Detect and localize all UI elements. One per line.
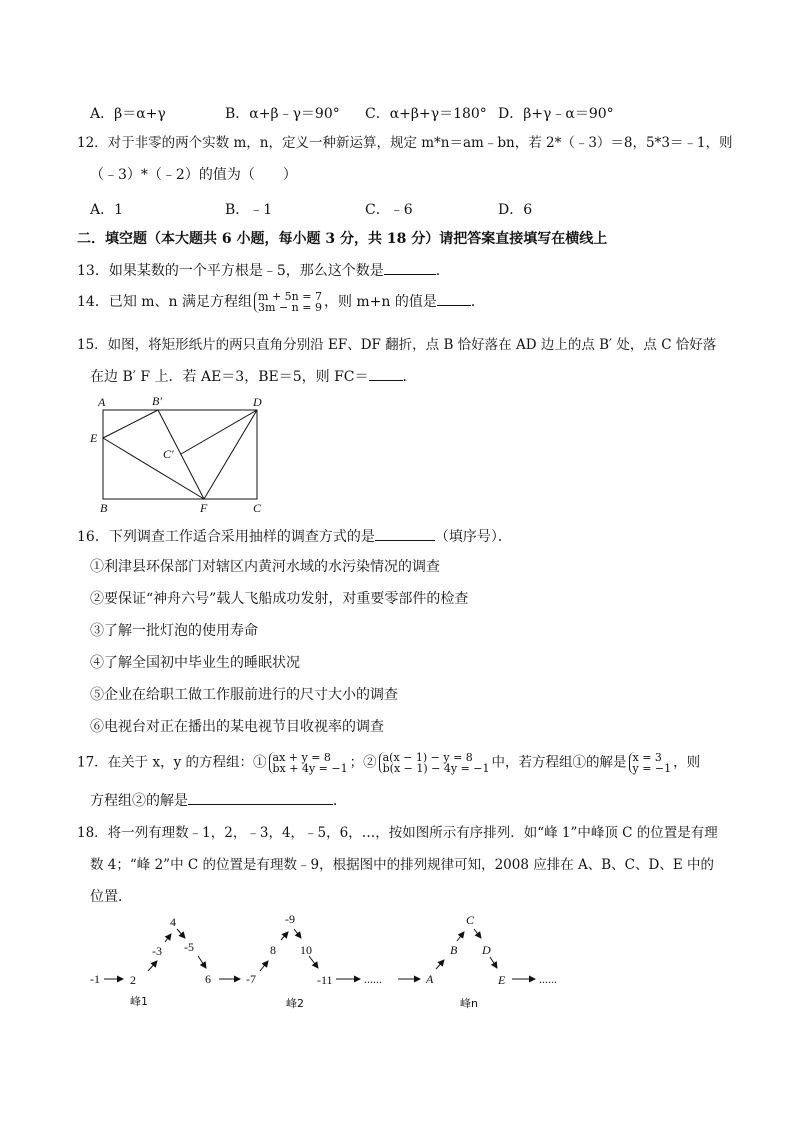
- q12-option-b: B．﹣1: [225, 202, 273, 218]
- label-a: A: [98, 395, 106, 409]
- q15-line-2: [90, 368, 417, 386]
- q17-sol-x: x = 3: [632, 751, 662, 764]
- q16-text: 16．下列调查工作适合采用抽样的调查方式的是: [77, 529, 375, 545]
- fig-label-peak2: 峰2: [286, 997, 304, 1010]
- q11-option-c: C．α+β+γ＝180°: [365, 106, 487, 122]
- q17-text-b: ；②: [349, 754, 377, 771]
- q17-sol-y: y = −1: [632, 762, 672, 775]
- fig-pos-e: E: [498, 973, 506, 987]
- q14-equation-system: [254, 291, 322, 313]
- segment-eb1: [103, 410, 158, 438]
- q17-end: ．: [333, 793, 347, 809]
- q17-line2-text: 方程组②的解是: [90, 793, 188, 809]
- q11-option-d: D．β+γ﹣α＝90°: [498, 106, 614, 122]
- fig-num-2: 2: [130, 973, 136, 987]
- q17-line-1: [77, 752, 700, 774]
- q15-line-1: 15．如图，将矩形纸片的两只直角分别沿 EF、DF 翻折，点 B 恰好落在 AD 边上的点 B′ 处，点 C 恰好落: [77, 337, 717, 353]
- label-d: D: [253, 395, 262, 409]
- q13-end: ．: [435, 263, 450, 279]
- q17-s2-eq-2: b(x − 1) − 4y = −1: [382, 762, 490, 775]
- fig-num-10: 10: [300, 943, 312, 957]
- label-e: E: [90, 431, 98, 445]
- q16-item-2: ②要保证“神舟六号”载人飞船成功发射，对重要零部件的检查: [90, 591, 469, 607]
- q12-option-c: C．﹣6: [365, 202, 413, 218]
- fig-num-neg3: -3: [152, 944, 162, 958]
- q12-option-d: D．6: [498, 202, 533, 218]
- q12-option-a: A．1: [90, 202, 124, 218]
- label-b-prime: B′: [152, 394, 162, 408]
- label-c: C: [253, 501, 262, 515]
- q17-text-d: ，则: [673, 754, 701, 771]
- q18-line-3: 位置．: [90, 889, 132, 905]
- q16-item-3: ③了解一批灯泡的使用寿命: [90, 623, 258, 639]
- q15-figure: [80, 390, 280, 520]
- q12-line-2: （﹣3）*（﹣2）的值为（ ）: [90, 167, 297, 183]
- q16-stem: [77, 528, 512, 546]
- q17-text-a: 17．在关于 x，y 的方程组：①: [77, 754, 267, 771]
- fig-label-peakn: 峰n: [460, 997, 478, 1010]
- fig-num-neg1: -1: [90, 972, 100, 986]
- q17-system-2: [379, 752, 490, 774]
- q14-text-2: ，则 m+n 的值是: [323, 294, 437, 310]
- fig-pos-b: B: [450, 943, 458, 957]
- fig-num-neg5: -5: [184, 940, 194, 954]
- q16-item-1: ①利津县环保部门对辖区内黄河水域的水污染情况的调查: [90, 559, 440, 575]
- q16-item-5: ⑤企业在给职工做工作服前进行的尺寸大小的调查: [90, 687, 398, 703]
- q14-eq-1: m + 5n = 7: [258, 290, 322, 303]
- segment-df: [204, 410, 257, 499]
- q18-line-2: 数 4；“峰 2”中 C 的位置是有理数﹣9，根据图中的排列规律可知，2008 应排在 A、B、C、D、E 中的: [90, 857, 714, 873]
- label-f: F: [200, 501, 208, 515]
- q17-text-c: 中，若方程组①的解是: [491, 754, 627, 771]
- fig-label-peak1: 峰1: [130, 995, 148, 1008]
- q13-answer-blank[interactable]: [384, 262, 436, 275]
- q14-text: 14．已知 m、n 满足方程组: [77, 294, 253, 310]
- fig-num-6: 6: [205, 972, 211, 986]
- q16-item-4: ④了解全国初中毕业生的睡眠状况: [90, 655, 300, 671]
- q15-text: 在边 B′ F 上．若 AE＝3，BE＝5，则 FC＝: [90, 369, 369, 385]
- q16-answer-blank[interactable]: [375, 528, 435, 541]
- q15-end: ．: [402, 369, 417, 385]
- section-title: 二．填空题（本大题共 6 小题，每小题 3 分，共 18 分）请把答案直接填写在横线上: [77, 231, 608, 247]
- q12-line-1: 12．对于非零的两个实数 m，n，定义一种新运算，规定 m*n＝am﹣bn，若 2*（﹣3）＝8，5*3＝﹣1，则: [77, 135, 733, 151]
- q11-option-b: B．α+β﹣γ＝90°: [225, 106, 340, 122]
- q16-end: （填序号）．: [434, 529, 512, 545]
- q13: [77, 262, 450, 280]
- fig-num-neg7: -7: [246, 972, 256, 986]
- q13-text: 13．如果某数的一个平方根是﹣5，那么这个数是: [77, 263, 384, 279]
- q14: [77, 291, 485, 313]
- q18-line-1: 18．将一列有理数﹣1，2，﹣3，4，﹣5，6，…，按如图所示有序排列．如“峰 1”中峰顶 C 的位置是有理: [77, 825, 718, 841]
- fig-num-neg11: -11: [317, 973, 333, 987]
- q17-answer-blank[interactable]: [188, 792, 333, 805]
- q17-system-1: [269, 752, 348, 774]
- q14-end: ．: [470, 294, 485, 310]
- q17-s1-eq-2: bx + 4y = −1: [272, 762, 348, 775]
- fig-dots-2: ......: [539, 972, 557, 986]
- fig-dots-1: ......: [364, 972, 382, 986]
- label-c-prime: C′: [163, 447, 174, 461]
- fig-pos-d: D: [482, 943, 491, 957]
- fig-num-neg9: -9: [285, 912, 295, 926]
- segment-dc1: [181, 410, 257, 454]
- label-b: B: [100, 501, 108, 515]
- segment-ef: [103, 438, 204, 499]
- fig-num-4: 4: [170, 915, 176, 929]
- q14-answer-blank[interactable]: [437, 293, 471, 306]
- q16-item-6: ⑥电视台对正在播出的某电视节目收视率的调查: [90, 719, 384, 735]
- q14-eq-2: 3m − n = 9: [258, 301, 322, 314]
- q18-figure: [80, 905, 580, 1015]
- q15-answer-blank[interactable]: [369, 368, 403, 381]
- fig-pos-a: A: [426, 972, 434, 986]
- fig-num-8: 8: [270, 943, 276, 957]
- q11-option-a: A．β＝α+γ: [90, 106, 166, 122]
- q17-solution: [629, 752, 672, 774]
- q17-s1-eq-1: ax + y = 8: [272, 751, 331, 764]
- fig-pos-c: C: [466, 913, 475, 927]
- q17-s2-eq-1: a(x − 1) − y = 8: [382, 751, 473, 764]
- q17-line-2: [90, 792, 347, 810]
